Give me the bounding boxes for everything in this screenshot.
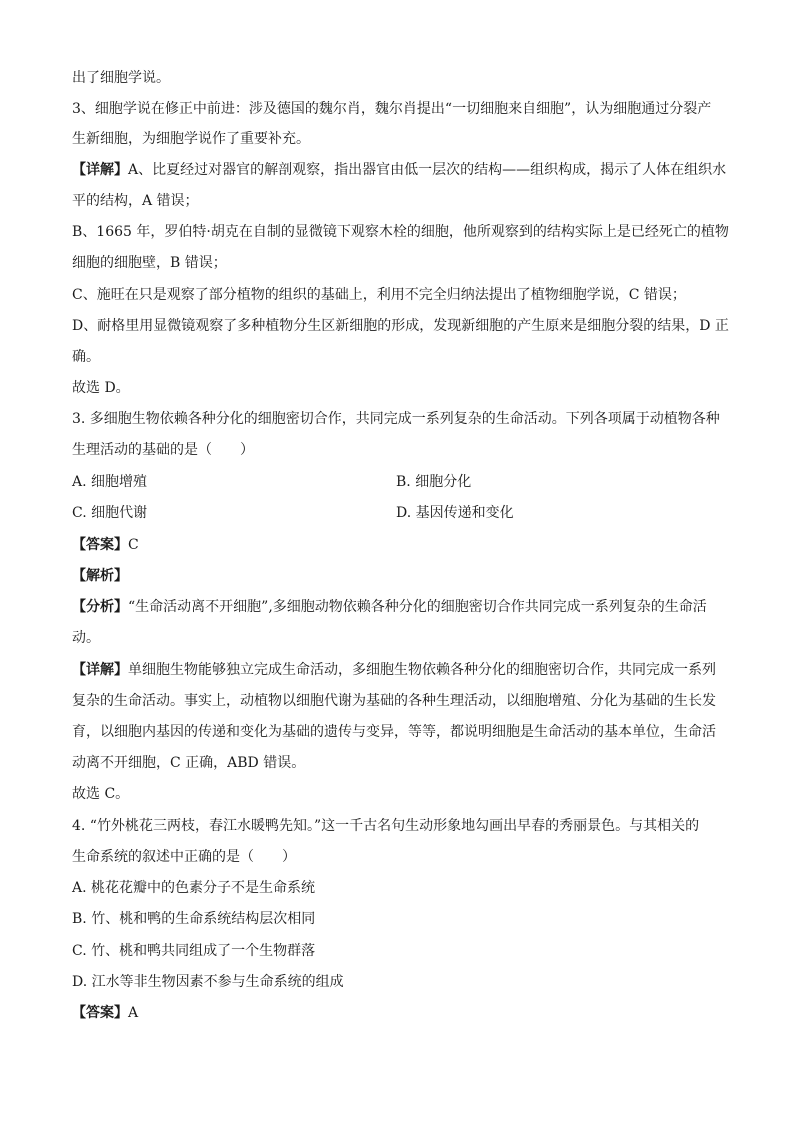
q4-option-d: D. 江水等非生物因素不参与生命系统的组成 [72,974,344,990]
fenxi-tag: 【分析】 [72,599,128,615]
text-line: 复杂的生命活动。事实上，动植物以细胞代谢为基础的各种生理活动，以细胞增殖、分化为基础的生长发 [72,693,716,709]
answer-value: A [128,1005,139,1021]
q3-option-b: B. 细胞分化 [396,474,472,490]
detail-tag: 【详解】 [72,662,128,678]
question-4-stem: 4. “竹外桃花三两枝，春江水暖鸭先知。”这一千古名句生动形象地勾画出早春的秀丽景色。与其相关的 [72,818,700,834]
text-line: 3、细胞学说在修正中前进：涉及德国的魏尔肖，魏尔肖提出“一切细胞来自细胞”，认为细胞通过分裂产 [72,101,712,117]
text-line: D、耐格里用显微镜观察了多种植物分生区新细胞的形成，发现新细胞的产生原来是细胞分裂的结果，D 正 [72,318,729,334]
q4-answer [72,1003,732,1023]
answer-tag: 【答案】 [72,1005,128,1021]
analysis-tag: 【解析】 [72,568,128,584]
question-4-stem: 生命系统的叙述中正确的是（ ） [72,849,296,865]
text-line: C、施旺在只是观察了部分植物的组织的基础上，利用不完全归纳法提出了植物细胞学说，C 错误； [72,287,686,303]
text-line: 平的结构，A 错误； [72,193,199,209]
answer-value: C [128,537,139,553]
q3-analysis [72,566,732,586]
answer-tag: 【答案】 [72,537,128,553]
detail-text: A、比夏经过对器官的解剖观察，指出器官由低一层次的结构——组织构成，揭示了人体在组织水 [128,162,727,178]
q4-option-c: C. 竹、桃和鸭共同组成了一个生物群落 [72,943,316,959]
detail-paragraph [72,160,732,180]
text-line: B、1665 年，罗伯特·胡克在自制的显微镜下观察木栓的细胞，他所观察到的结构实际上是已经死亡的植物 [72,224,729,240]
text-line: 动离不开细胞，C 正确，ABD 错误。 [72,755,306,771]
q4-option-a: A. 桃花花瓣中的色素分子不是生命系统 [72,880,316,896]
q3-fenxi [72,597,732,617]
text-line: 生新细胞，为细胞学说作了重要补充。 [72,131,310,147]
text-line: 育，以细胞内基因的传递和变化为基础的遗传与变异，等等，都说明细胞是生命活动的基本单位，生命活 [72,724,716,740]
choose-line: 故选 C。 [72,786,130,802]
text-line: 细胞的细胞壁，B 错误； [72,255,227,271]
text-line: 动。 [72,630,100,646]
q4-option-b: B. 竹、桃和鸭的生命系统结构层次相同 [72,911,316,927]
detail-tag: 【详解】 [72,162,128,178]
q3-detail [72,660,732,680]
fenxi-text: “生命活动离不开细胞”,多细胞动物依赖各种分化的细胞密切合作共同完成一系列复杂的生命活 [128,599,707,615]
q3-option-a: A. 细胞增殖 [72,474,148,490]
choose-line: 故选 D。 [72,380,130,396]
text-line: 确。 [72,349,100,365]
detail-text: 单细胞生物能够独立完成生命活动，多细胞生物依赖各种分化的细胞密切合作，共同完成一系列 [128,662,716,678]
q3-option-d: D. 基因传递和变化 [396,505,514,521]
q3-option-c: C. 细胞代谢 [72,505,148,521]
question-3-stem: 生理活动的基础的是（ ） [72,442,254,458]
question-3-stem: 3. 多细胞生物依赖各种分化的细胞密切合作，共同完成一系列复杂的生命活动。下列各项属于动植物各种 [72,411,720,427]
q3-answer [72,535,732,555]
text-line: 出了细胞学说。 [72,70,170,86]
